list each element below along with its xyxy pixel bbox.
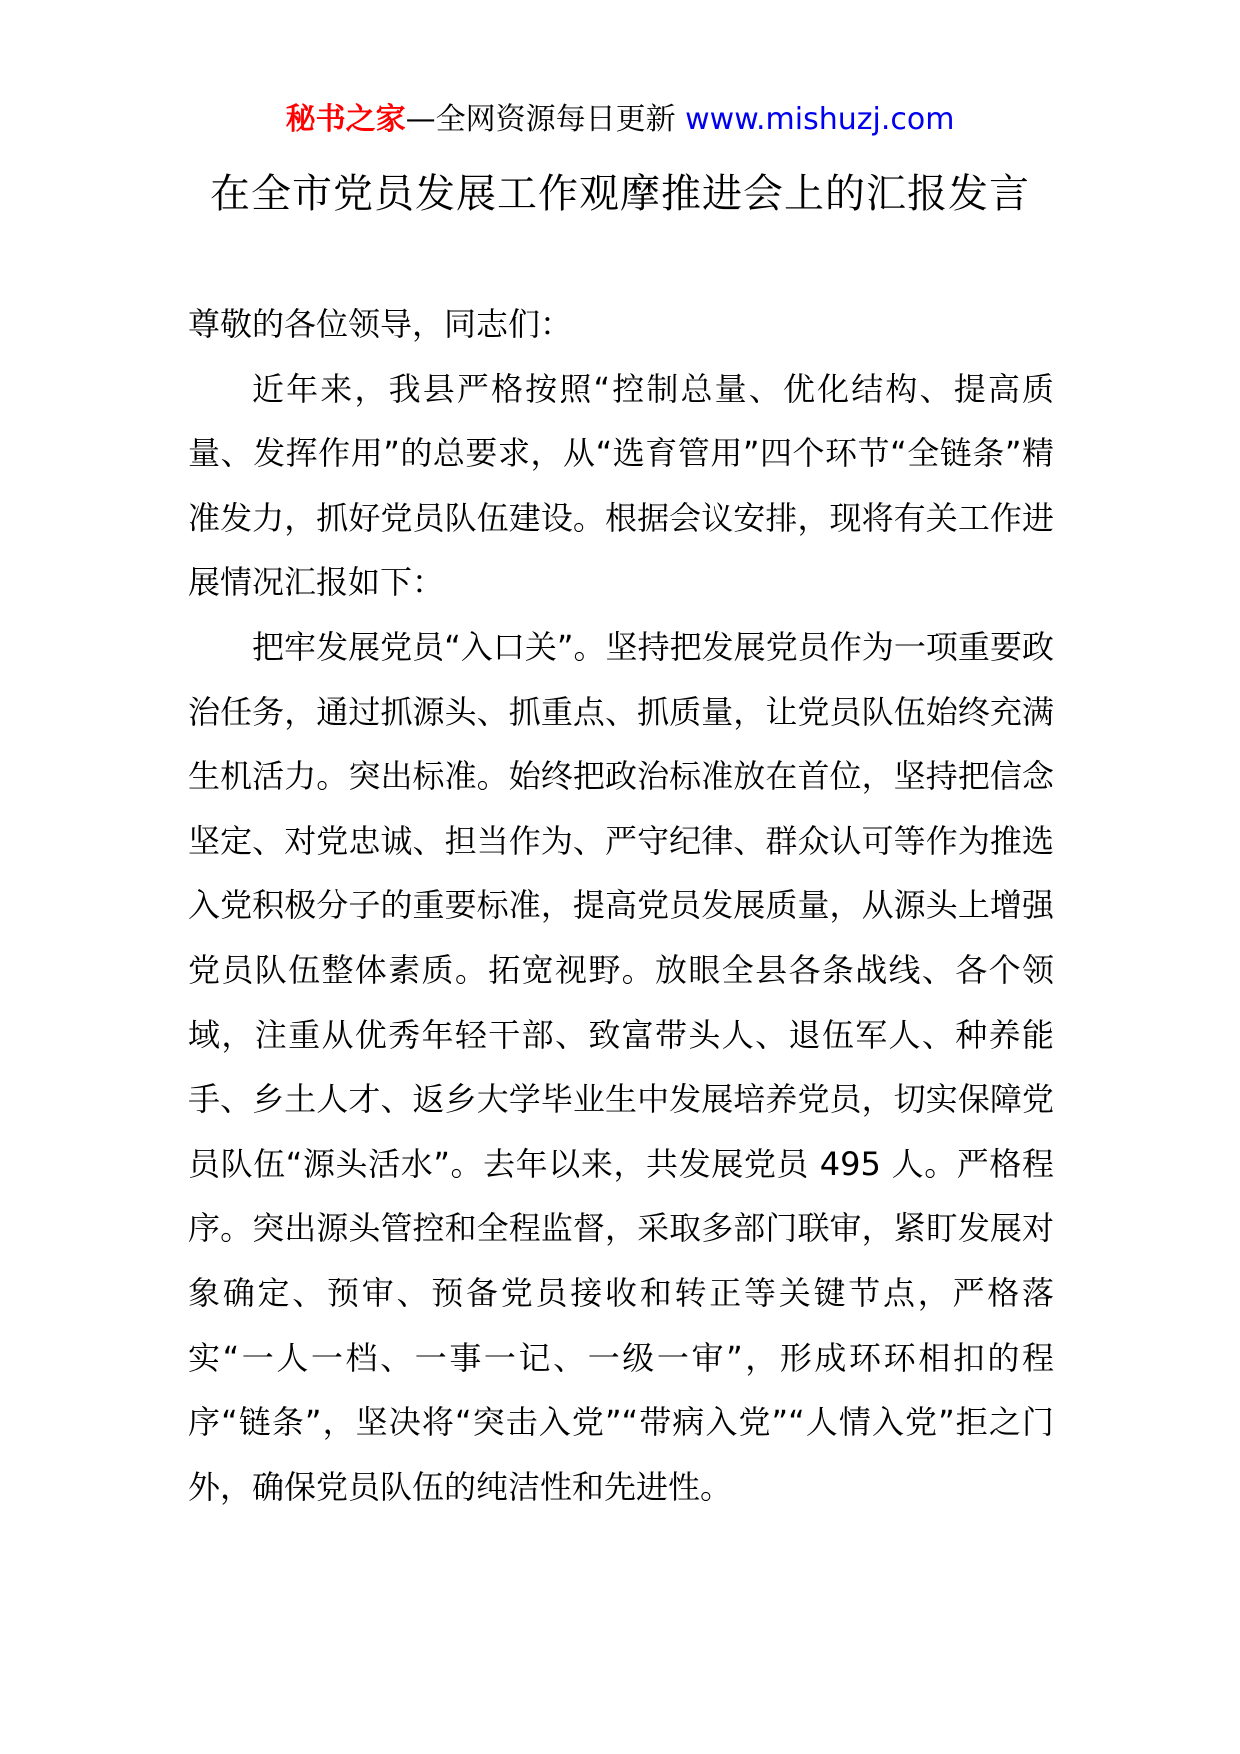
salutation: 尊敬的各位领导，同志们： (188, 305, 573, 343)
document-body (188, 292, 1054, 1519)
site-brand: 秘书之家 (285, 102, 406, 137)
document-title: 在全市党员发展工作观摩推进会上的汇报发言 (210, 171, 1030, 217)
site-header (0, 98, 1240, 142)
site-tagline: —全网资源每日更新 (405, 102, 676, 137)
paragraph-intro: 近年来，我县严格按照“控制总量、优化结构、提高质量、发挥作用”的总要求，从“选育管用”四个环节“全链条”精准发力，抓好党员队伍建设。根据会议安排，现将有关工作进展情况汇报如下： (188, 369, 1054, 602)
paragraph-entry-gate: 把牢发展党员“入口关”。坚持把发展党员作为一项重要政治任务，通过抓源头、抓重点、抓质量，让党员队伍始终充满生机活力。突出标准。始终把政治标准放在首位，坚持把信念坚定、对党忠诚、担当作为、严守纪律、群众认可等作为推选入党积极分子的重要标准，提高党员发展质量，从源头上增强党员队伍整体素质。拓宽视野。放眼全县各条战线、各个领域，注重从优秀年轻干部、致富带头人、退伍军人、种养能手、乡土人才、返乡大学毕业生中发展培养党员，切实保障党员队伍“源头活水”。去年以来，共发展党员 495 人。严格程序。突出源头管控和全程监督，采取多部门联审，紧盯发展对象确定、预审、预备党员接收和转正等关键节点，严格落实“一人一档、一事一记、一级一审”，形成环环相扣的程序“链条”，坚决将“突击入党”“带病入党”“人情入党”拒之门外，确保党员队伍的纯洁性和先进性。 (188, 627, 1054, 1506)
site-url-link[interactable]: www.mishuzj.com (685, 102, 955, 137)
